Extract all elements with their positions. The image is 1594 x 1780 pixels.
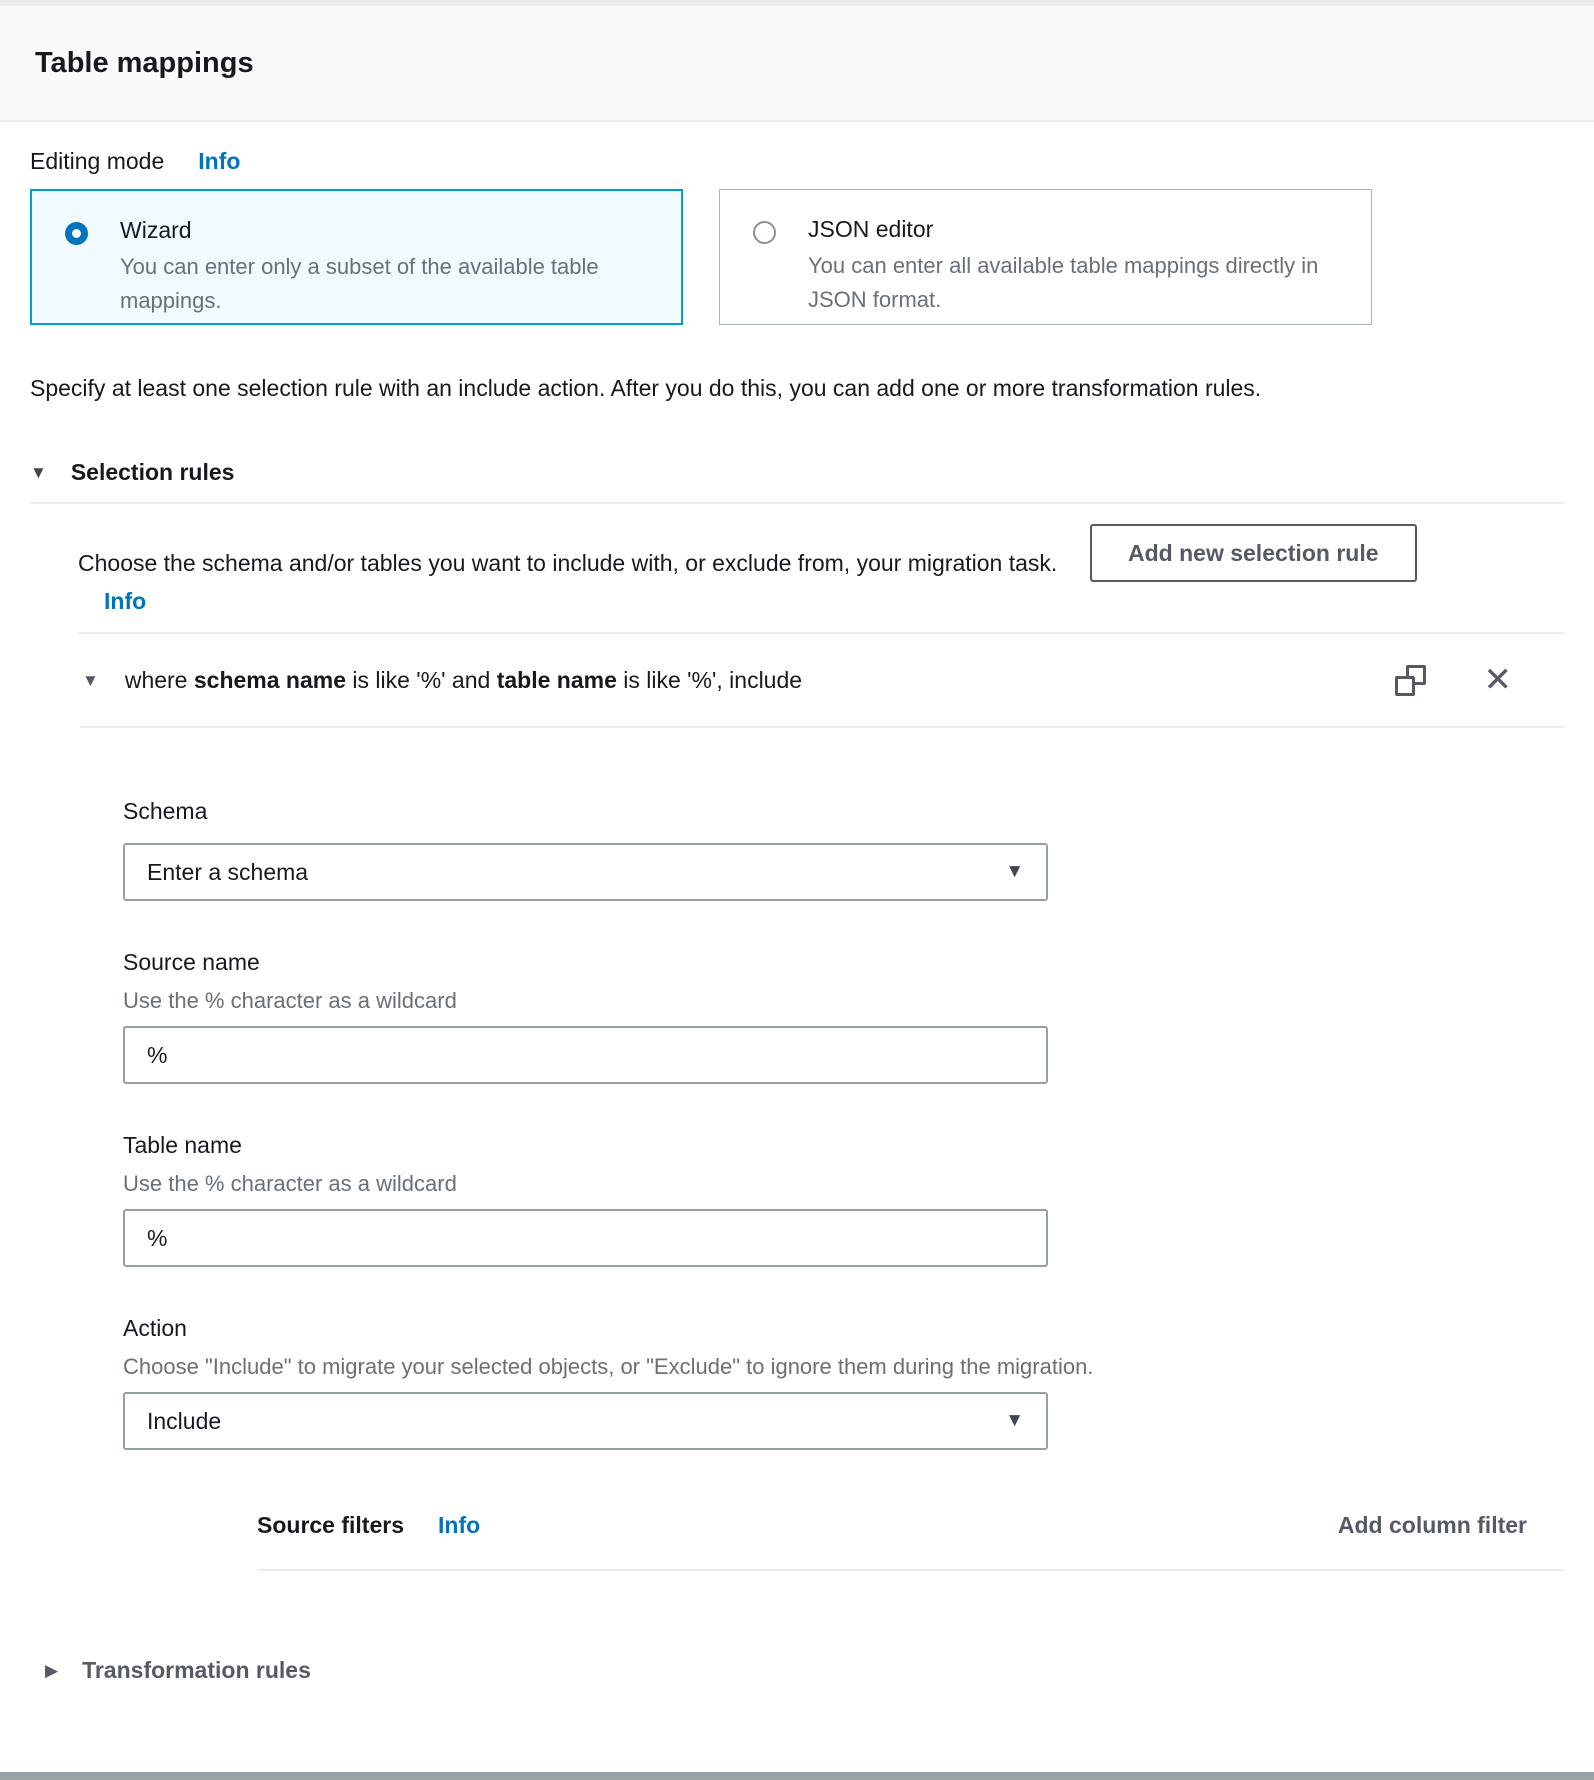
- option-title: JSON editor: [808, 216, 934, 242]
- rule-summary-schema: schema name: [193, 666, 347, 693]
- copy-icon-front-square: [1395, 676, 1415, 696]
- selection-rules-description: [78, 544, 1100, 620]
- panel-header: [0, 6, 1594, 122]
- selection-rules-description-text: Choose the schema and/or tables you want to include with, or exclude from, your migration task.: [78, 550, 1058, 576]
- rule-actions: [1395, 663, 1565, 697]
- content: [0, 148, 1594, 1684]
- source-name-label: Source name: [123, 949, 260, 975]
- chevron-down-icon: ▼: [1005, 1410, 1024, 1431]
- option-description: You can enter only a subset of the available table mappings.: [120, 254, 599, 313]
- table-name-hint: Use the % character as a wildcard: [123, 1171, 457, 1196]
- schema-label: Schema: [123, 798, 208, 824]
- chevron-down-icon: ▼: [1005, 861, 1024, 882]
- rule-summary-table: table name: [496, 666, 617, 693]
- bottom-bar: [0, 1772, 1594, 1780]
- selection-rule-form: [123, 798, 1564, 1571]
- editing-mode-options: [30, 189, 1564, 325]
- source-name-input[interactable]: [123, 1026, 1048, 1084]
- rule-summary-part: is like '%', include: [616, 666, 803, 693]
- divider: [80, 726, 1564, 728]
- table-name-label: Table name: [123, 1132, 242, 1158]
- selection-rules-header[interactable]: [30, 459, 1564, 486]
- option-text: [120, 217, 640, 323]
- remove-rule-icon[interactable]: ✕: [1483, 661, 1512, 699]
- editing-mode-option-json-editor[interactable]: [719, 189, 1372, 325]
- duplicate-rule-icon[interactable]: [1395, 665, 1426, 696]
- radio-selected-icon[interactable]: [65, 222, 88, 245]
- source-filters-info-link[interactable]: Info: [438, 1512, 481, 1538]
- option-title: Wizard: [120, 217, 192, 243]
- table-name-input[interactable]: [123, 1209, 1048, 1267]
- divider: [257, 1569, 1564, 1571]
- page-title: Table mappings: [35, 46, 254, 79]
- rule-summary: [125, 667, 802, 694]
- option-text: [808, 216, 1328, 324]
- option-description: You can enter all available table mappings directly in JSON format.: [808, 253, 1319, 312]
- intro-text: Specify at least one selection rule with an include action. After you do this, you can add one or more transformation rules.: [30, 375, 1262, 401]
- transformation-rules-title: Transformation rules: [82, 1657, 311, 1683]
- caret-right-icon: ▶: [45, 1661, 59, 1680]
- divider: [30, 502, 1564, 504]
- editing-mode-row: [30, 148, 1564, 175]
- selection-rules-toolbar: [78, 524, 1564, 620]
- source-name-hint: Use the % character as a wildcard: [123, 988, 457, 1013]
- action-hint: Choose "Include" to migrate your selected objects, or "Exclude" to ignore them during the migration.: [123, 1354, 1094, 1379]
- action-select[interactable]: [123, 1392, 1048, 1450]
- selection-rule-row: [78, 634, 1564, 726]
- selection-rules-info-link[interactable]: Info: [104, 588, 147, 614]
- rule-summary-part: where: [124, 666, 194, 693]
- rule-summary-part: is like '%' and: [346, 666, 497, 693]
- editing-mode-info-link[interactable]: Info: [198, 148, 241, 174]
- add-selection-rule-button[interactable]: Add new selection rule: [1090, 524, 1417, 582]
- source-filters-title: Source filters: [257, 1512, 404, 1538]
- add-column-filter-button[interactable]: Add column filter: [1337, 1512, 1527, 1538]
- schema-select-value: Enter a schema: [147, 858, 309, 885]
- editing-mode-option-wizard[interactable]: [30, 189, 683, 325]
- schema-select[interactable]: [123, 843, 1048, 901]
- rule-caret-down-icon[interactable]: ▼: [82, 670, 99, 690]
- action-select-value: Include: [147, 1407, 222, 1434]
- source-filters-header: [257, 1512, 1564, 1539]
- editing-mode-label: Editing mode: [30, 148, 165, 174]
- radio-unselected-icon[interactable]: [753, 221, 776, 244]
- action-label: Action: [123, 1315, 187, 1341]
- source-filters-section: [257, 1512, 1564, 1571]
- caret-down-icon: ▼: [30, 463, 47, 482]
- selection-rules-title: Selection rules: [70, 459, 235, 485]
- transformation-rules-header[interactable]: [45, 1657, 1564, 1684]
